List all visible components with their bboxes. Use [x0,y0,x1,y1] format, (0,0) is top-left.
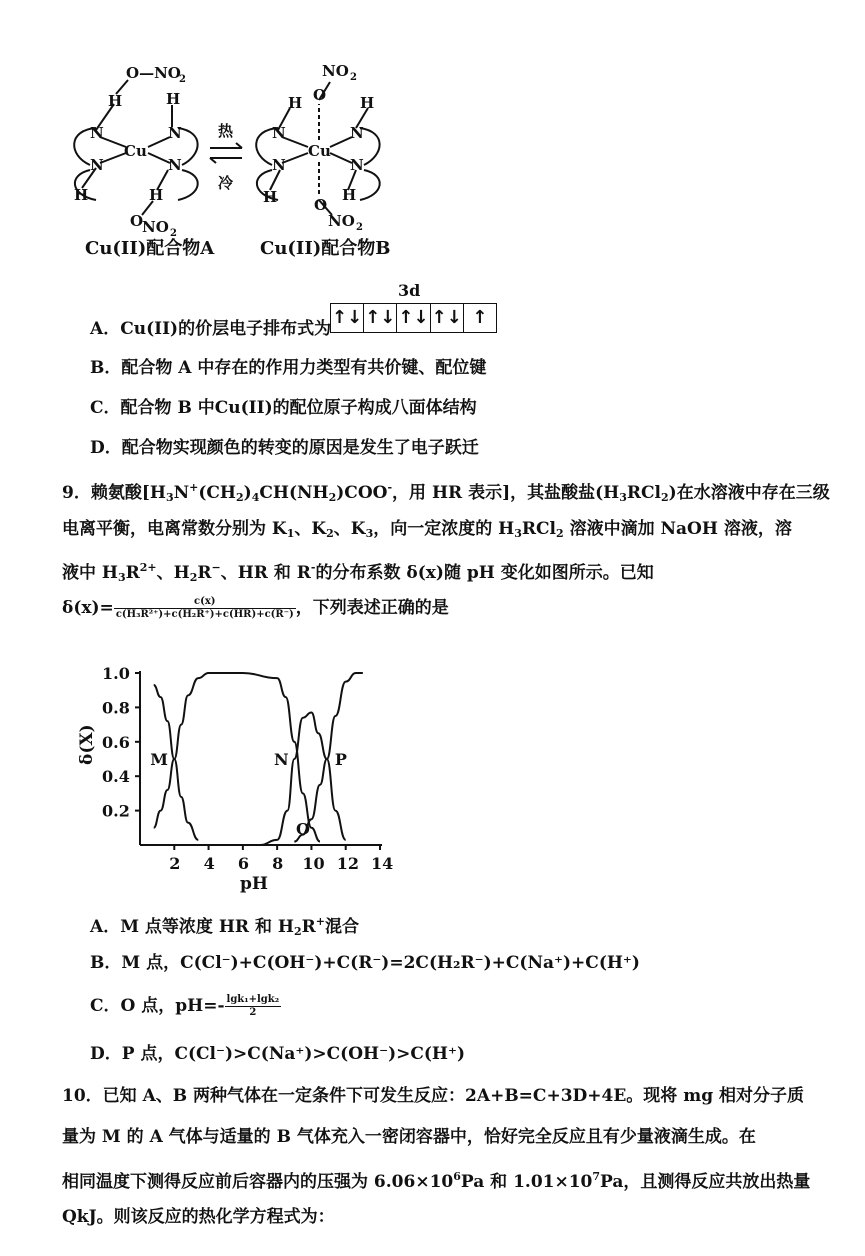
arrow-label-heat: 热 [218,122,234,140]
atom-no2-sub: 2 [170,228,177,239]
q8-option-d: D．配合物实现颜色的转变的原因是发生了电子跃迁 [90,438,479,458]
atom-n: N [90,156,104,174]
atom-n: N [350,156,364,174]
q9-line-3: 液中 $H_3R^{2+}$、$H_2R^-$、HR 和 R-的分布系数 δ(x)随 pH 变化如图所示。已知 [62,561,654,584]
series-line-R- [294,673,363,842]
atom-h: H [342,186,357,204]
q9-delta-definition: δ(x)= $\frac{c(x)}{\text{c(H₃R²⁺)+c(H₂R⁺)+c(HR)+c(R⁻)}}$ ，下列表述正确的是 [62,596,449,620]
q9-option-a: A．M 点等浓度 HR 和 $H_2R^+$混合 [90,915,359,938]
complex-structures [60,60,480,265]
arrow-label-cold: 冷 [218,174,234,192]
atom-n: N [272,156,286,174]
atom-h: H [108,92,123,110]
q8-option-c: C．配合物 B 中Cu(II)的配位原子构成八面体结构 [90,398,477,418]
distribution-chart [70,655,400,895]
q9-line-2: 电离平衡，电离常数分别为 $K_1$、$K_2$、$K_3$，向一定浓度的 $H_3RCl_2$ 溶液中滴加 NaOH 溶液，溶 [62,519,792,540]
atom-no2: NO [328,212,355,230]
x-tick-label: 4 [203,854,215,873]
point-label-P: P [334,750,347,769]
atom-h: H [360,94,375,112]
y-tick-label: 0.8 [102,698,130,718]
orbital-cell: ↑↓ [331,304,364,332]
atom-h: H [166,90,181,108]
point-label-O: O [296,819,310,839]
atom-no2: NO [322,62,349,80]
y-axis-label: δ(X) [77,724,97,765]
x-tick-label: 10 [302,854,325,873]
q8-option-a: A．Cu(II)的价层电子排布式为 [90,319,332,339]
atom-o: O [313,86,327,104]
atom-n: N [168,124,182,142]
atom-cu: Cu [308,142,331,160]
point-label-M: M [150,750,169,769]
q9-option-c: C．O 点，pH=- $\frac{\text{lgk₁+lgk₂}}{2}$ [90,994,280,1018]
delta-fraction: $\frac{c(x)}{\text{c(H₃R²⁺)+c(H₂R⁺)+c(HR)+c(R⁻)}}$ [115,596,294,620]
atom-n: N [168,156,182,174]
atom-h: H [74,186,89,204]
q10-line-3: 相同温度下测得反应前后容器内的压强为 $6.06\times 10^6Pa$ 和 $1.01\times 10^7Pa$，且测得反应共放出热量 [62,1170,811,1192]
atom-o-no2: O—NO [126,64,181,82]
q8-option-b: B．配合物 A 中存在的作用力类型有共价键、配位键 [90,358,487,378]
q10-line-4: QkJ。则该反应的热化学方程式为： [62,1207,335,1227]
atom-n: N [90,124,104,142]
atom-no2: NO [142,218,169,236]
caption-complex-a: Cu(II)配合物A [85,238,215,259]
ring-arc [360,170,380,200]
atom-no2-sub: 2 [350,72,357,83]
y-tick-label: 0.4 [102,767,130,787]
q10-line-2: 量为 M 的 A 气体与适量的 B 气体充入一密闭容器中，恰好完全反应且有少量液滴生成。在 [62,1127,756,1147]
x-tick-label: 8 [272,854,284,873]
x-tick-label: 2 [169,854,181,873]
orbital-cell: ↑↓ [397,304,430,332]
point-label-N: N [274,750,289,769]
caption-complex-b: Cu(II)配合物B [260,238,391,259]
y-tick-label: 0.2 [102,801,130,821]
q9-option-b: B．M 点，C(Cl⁻)+C(OH⁻)+C(R⁻)=2C(H₂R⁻)+C(Na⁺)+C(H⁺) [90,953,640,973]
ring-arc [178,170,198,200]
atom-cu: Cu [124,142,147,160]
orbital-cell: ↑↓ [364,304,397,332]
orbital-cell: ↑↓ [431,304,464,332]
x-tick-label: 14 [371,854,394,873]
orbital-diagram [330,303,497,333]
orbital-cell: ↑ [472,307,488,328]
atom-h: H [288,94,303,112]
atom-no2-sub: 2 [356,222,363,233]
y-tick-label: 1.0 [102,664,130,683]
atom-o: O [314,196,328,214]
x-tick-label: 12 [336,854,359,873]
y-tick-label: 0.6 [102,732,130,752]
q10-line-1: 10．已知 A、B 两种气体在一定条件下可发生反应：2A+B=C+3D+4E。现将 mg 相对分子质 [62,1086,805,1106]
atom-o: O [130,212,144,230]
atom-no2-sub: 2 [179,74,186,85]
atom-n: N [272,124,286,142]
atom-h: H [149,186,164,204]
orbital-label: 3d [398,281,421,300]
pH-fraction: $\frac{\text{lgk₁+lgk₂}}{2}$ [226,994,280,1018]
atom-n: N [350,124,364,142]
atom-h: H [263,188,278,206]
q9-line-1: 9．赖氨酸[$H_3N^+(CH_2)_4CH(NH_2)COO^-$，用 HR 表示]，其盐酸盐$(H_3RCl_2)$在水溶液中存在三级 [62,481,830,504]
x-tick-label: 6 [237,854,249,873]
x-axis-label: pH [240,874,268,894]
q9-option-d: D．P 点，C(Cl⁻)>C(Na⁺)>C(OH⁻)>C(H⁺) [90,1044,466,1064]
